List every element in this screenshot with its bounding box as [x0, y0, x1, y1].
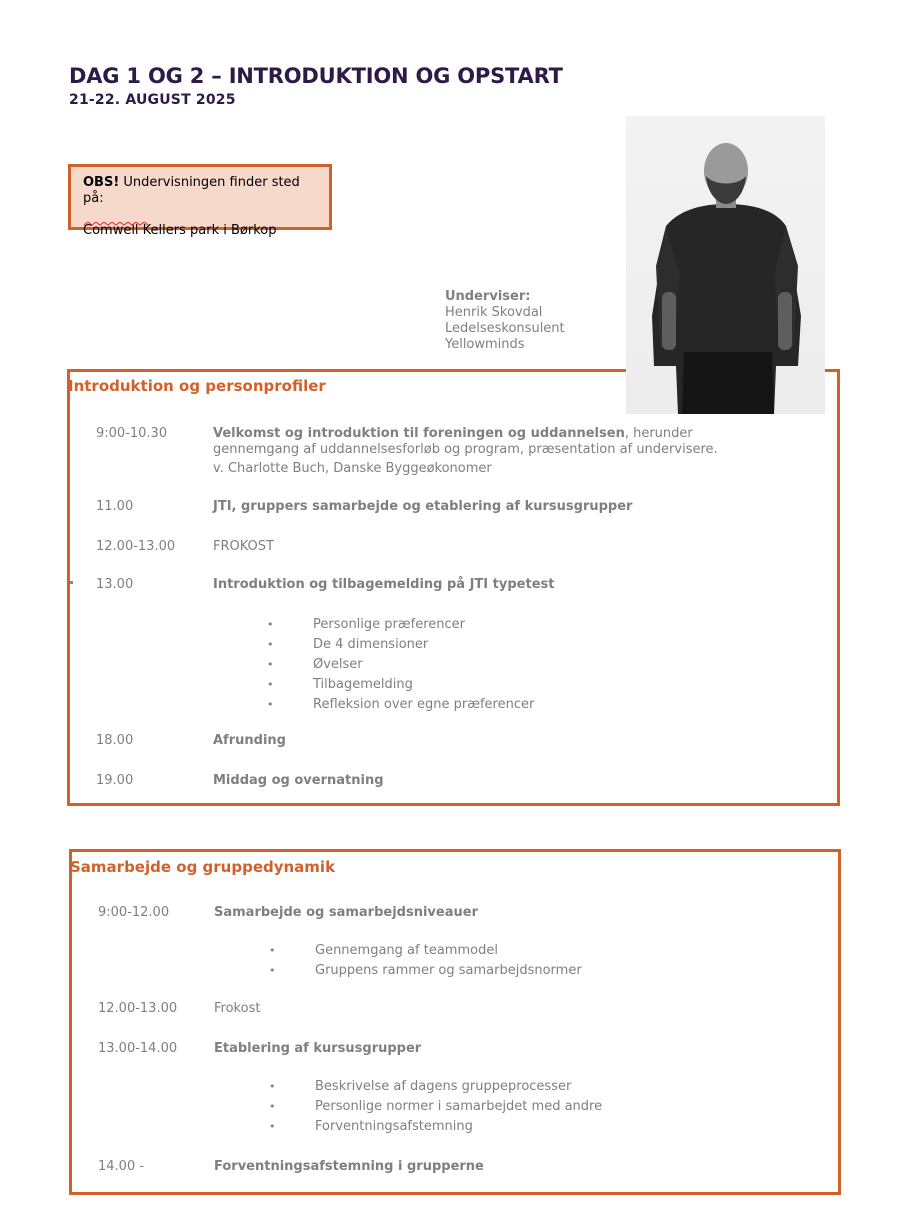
row-text: , herunder gennemgang af uddannelsesforløb og program, præsentation af undervisere. — [213, 426, 718, 457]
row-time: 13.00-14.00 — [98, 1041, 178, 1056]
instructor-role: Ledelseskonsulent — [445, 321, 565, 336]
list-item-text: Tilbagemelding — [313, 677, 413, 692]
list-item-text: Beskrivelse af dagens gruppeprocesser — [315, 1079, 572, 1094]
notice-line — [83, 175, 317, 207]
list-item-text: Forventningsafstemning — [315, 1119, 473, 1134]
page-title: DAG 1 OG 2 – INTRODUKTION OG OPSTART — [69, 64, 563, 88]
list-item-text: Refleksion over egne præferencer — [313, 697, 535, 712]
row-time: 11.00 — [96, 499, 134, 514]
instructor-photo — [626, 116, 825, 414]
row-text: FROKOST — [213, 539, 274, 554]
list-item-text: Gennemgang af teammodel — [315, 943, 498, 958]
row-time: 9:00-10.30 — [96, 426, 168, 441]
section-title: Samarbejde og gruppedynamik — [70, 858, 336, 876]
instructor-company: Yellowminds — [445, 337, 525, 352]
list-item-text: Personlige præferencer — [313, 617, 466, 632]
notice-label: OBS! — [83, 175, 120, 190]
event-date: 21-22. AUGUST 2025 — [69, 92, 236, 108]
row-subtext: v. Charlotte Buch, Danske Byggeøkonomer — [213, 461, 492, 476]
instructor-name: Henrik Skovdal — [445, 305, 543, 320]
list-item-text: De 4 dimensioner — [313, 637, 429, 652]
row-time: 9:00-12.00 — [98, 905, 170, 920]
notice-text: Undervisningen finder sted på: — [83, 175, 300, 206]
spellcheck-underline — [84, 222, 148, 228]
row-bold-text: Middag og overnatning — [213, 773, 384, 788]
row-text: Frokost — [214, 1001, 261, 1016]
person-silhouette — [626, 116, 825, 414]
notice-box — [68, 164, 332, 238]
row-time: 14.00 - — [98, 1159, 145, 1174]
row-time: 19.00 — [96, 773, 134, 788]
row-time: 18.00 — [96, 733, 134, 748]
row-bold-text: Introduktion og tilbagemelding på JTI typetest — [213, 577, 555, 592]
instructor-label: Underviser: — [445, 289, 531, 304]
notice-location: Comwell Kellers park i Børkop — [83, 223, 277, 238]
row-bold-text: Afrunding — [213, 733, 286, 748]
row-bold-text: Velkomst og introduktion til foreningen og uddannelsen — [213, 426, 625, 441]
list-item-text: Gruppens rammer og samarbejdsnormer — [315, 963, 582, 978]
row-bold-text: Samarbejde og samarbejdsniveauer — [214, 905, 478, 920]
row-description — [213, 426, 768, 458]
row-time: 12.00-13.00 — [96, 539, 176, 554]
row-bold-text: Etablering af kursusgrupper — [214, 1041, 422, 1056]
paragraph-mark — [70, 581, 73, 584]
row-bold-text: Forventningsafstemning i grupperne — [214, 1159, 484, 1174]
section-collaboration — [69, 849, 841, 1195]
section-title: Introduktion og personprofiler — [68, 377, 326, 395]
instructor-block — [445, 289, 565, 353]
list-item-text: Øvelser — [313, 657, 363, 672]
list-item-text: Personlige normer i samarbejdet med andre — [315, 1099, 603, 1114]
row-time: 12.00-13.00 — [98, 1001, 178, 1016]
row-time: 13.00 — [96, 577, 134, 592]
row-bold-text: JTI, gruppers samarbejde og etablering af kursusgrupper — [213, 499, 633, 514]
